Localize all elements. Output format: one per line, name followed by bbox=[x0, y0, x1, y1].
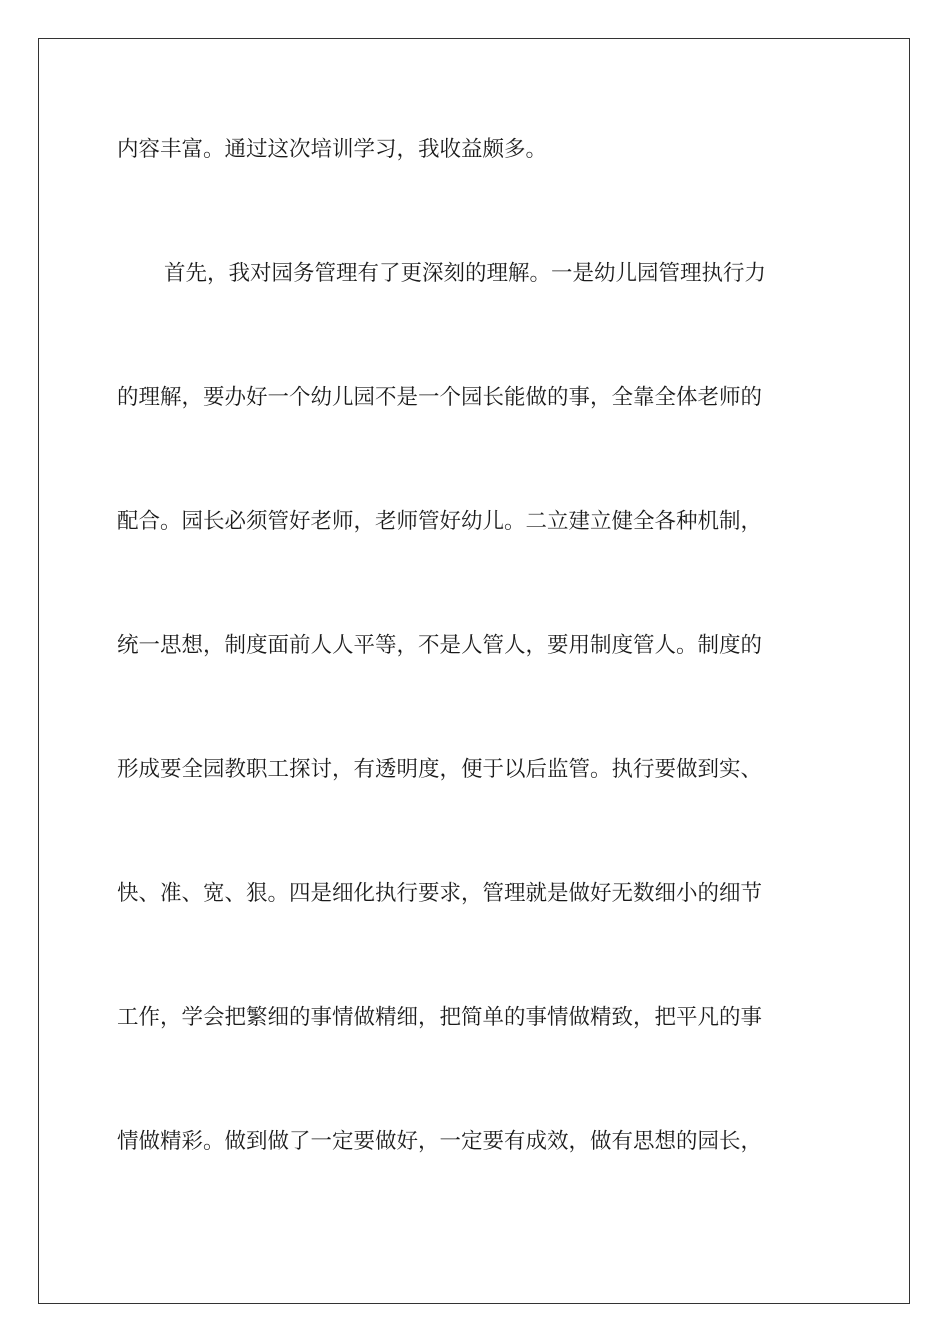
paragraph-line-7: 快、准、宽、狠。四是细化执行要求，管理就是做好无数细小的细节 bbox=[117, 881, 763, 906]
paragraph-line-9: 情做精彩。做到做了一定要做好，一定要有成效，做有思想的园长， bbox=[117, 1129, 763, 1154]
paragraph-line-5: 统一思想，制度面前人人平等，不是人管人，要用制度管人。制度的 bbox=[117, 633, 763, 658]
paragraph-line-3: 的理解，要办好一个幼儿园不是一个园长能做的事，全靠全体老师的 bbox=[117, 385, 763, 410]
paragraph-line-2: 首先，我对园务管理有了更深刻的理解。一是幼儿园管理执行力 bbox=[164, 261, 767, 286]
paragraph-line-1: 内容丰富。通过这次培训学习，我收益颇多。 bbox=[117, 137, 548, 162]
paragraph-line-6: 形成要全园教职工探讨，有透明度，便于以后监管。执行要做到实、 bbox=[117, 757, 763, 782]
paragraph-line-8: 工作，学会把繁细的事情做精细，把简单的事情做精致，把平凡的事 bbox=[117, 1005, 763, 1030]
paragraph-line-4: 配合。园长必须管好老师，老师管好幼儿。二立建立健全各种机制， bbox=[117, 509, 763, 534]
page-border bbox=[38, 38, 910, 1304]
